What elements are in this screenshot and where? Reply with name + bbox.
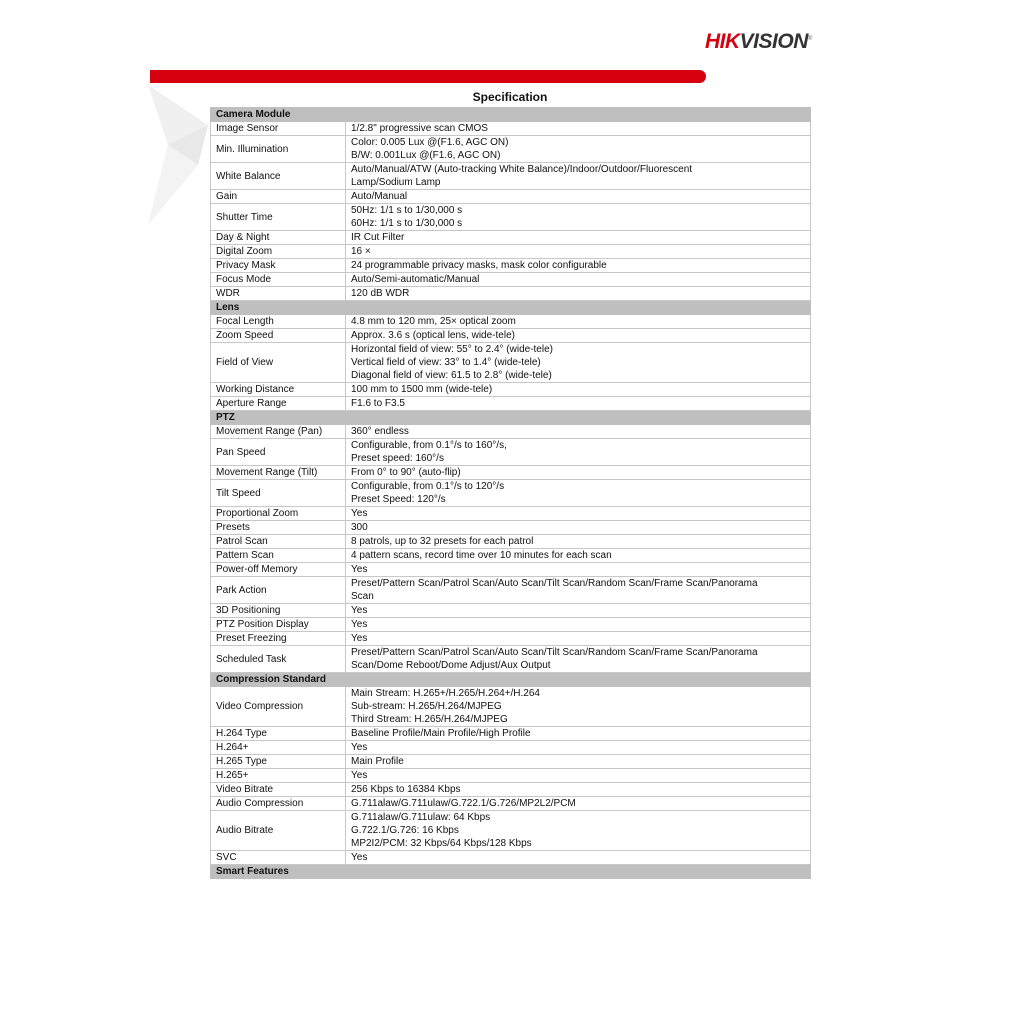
spec-row bbox=[211, 549, 811, 563]
spec-row bbox=[211, 136, 811, 163]
spec-value bbox=[346, 122, 811, 136]
spec-label: Movement Range (Pan) bbox=[211, 425, 346, 439]
hikvision-logo bbox=[705, 30, 812, 54]
spec-label: Gain bbox=[211, 190, 346, 204]
spec-value-line: Auto/Manual/ATW (Auto-tracking White Balance)/Indoor/Outdoor/Fluorescent bbox=[351, 164, 693, 175]
spec-value bbox=[346, 480, 811, 507]
spec-label: Digital Zoom bbox=[211, 245, 346, 259]
spec-label: Audio Compression bbox=[211, 797, 346, 811]
spec-value-line: Auto/Semi-automatic/Manual bbox=[351, 274, 480, 285]
section-title: Smart Features bbox=[211, 865, 811, 879]
spec-value-line: 256 Kbps to 16384 Kbps bbox=[351, 784, 461, 795]
spec-row bbox=[211, 397, 811, 411]
spec-value-line: Scan bbox=[351, 591, 374, 602]
spec-value-line: Horizontal field of view: 55° to 2.4° (wide-tele) bbox=[351, 344, 553, 355]
spec-value-line: 16 × bbox=[351, 246, 371, 257]
spec-value-line: Preset Speed: 120°/s bbox=[351, 494, 446, 505]
spec-row bbox=[211, 507, 811, 521]
spec-row bbox=[211, 521, 811, 535]
spec-label: Audio Bitrate bbox=[211, 811, 346, 851]
spec-value-line: Vertical field of view: 33° to 1.4° (wide-tele) bbox=[351, 357, 541, 368]
section-title: Compression Standard bbox=[211, 673, 811, 687]
spec-value bbox=[346, 136, 811, 163]
spec-value bbox=[346, 577, 811, 604]
spec-value-line: Sub-stream: H.265/H.264/MJPEG bbox=[351, 701, 502, 712]
spec-label: Focal Length bbox=[211, 315, 346, 329]
spec-label: Working Distance bbox=[211, 383, 346, 397]
spec-value-line: Diagonal field of view: 61.5 to 2.8° (wide-tele) bbox=[351, 370, 552, 381]
spec-row bbox=[211, 480, 811, 507]
spec-value bbox=[346, 204, 811, 231]
spec-label: Tilt Speed bbox=[211, 480, 346, 507]
spec-value-line: Approx. 3.6 s (optical lens, wide-tele) bbox=[351, 330, 515, 341]
spec-value bbox=[346, 618, 811, 632]
spec-value bbox=[346, 466, 811, 480]
spec-value-line: G.711alaw/G.711ulaw: 64 Kbps bbox=[351, 812, 491, 823]
spec-value bbox=[346, 632, 811, 646]
spec-value bbox=[346, 851, 811, 865]
spec-label: Video Bitrate bbox=[211, 783, 346, 797]
spec-label: Pattern Scan bbox=[211, 549, 346, 563]
spec-label: Scheduled Task bbox=[211, 646, 346, 673]
spec-value-line: Yes bbox=[351, 508, 368, 519]
spec-row bbox=[211, 329, 811, 343]
section-header bbox=[211, 865, 811, 879]
spec-value-line: 1/2.8" progressive scan CMOS bbox=[351, 123, 488, 134]
spec-row bbox=[211, 604, 811, 618]
spec-label: H.265+ bbox=[211, 769, 346, 783]
spec-value-line: From 0° to 90° (auto-flip) bbox=[351, 467, 461, 478]
spec-value-line: Yes bbox=[351, 619, 368, 630]
spec-label: Patrol Scan bbox=[211, 535, 346, 549]
section-header bbox=[211, 108, 811, 122]
spec-row bbox=[211, 163, 811, 190]
spec-value bbox=[346, 439, 811, 466]
spec-value-line: Baseline Profile/Main Profile/High Profile bbox=[351, 728, 531, 739]
spec-value bbox=[346, 604, 811, 618]
spec-row bbox=[211, 190, 811, 204]
spec-row bbox=[211, 259, 811, 273]
logo-text-hik: HIK bbox=[705, 30, 740, 53]
spec-label: WDR bbox=[211, 287, 346, 301]
spec-value-line: G.722.1/G.726: 16 Kbps bbox=[351, 825, 459, 836]
section-title: PTZ bbox=[211, 411, 811, 425]
spec-label: H.264 Type bbox=[211, 727, 346, 741]
spec-value-line: Yes bbox=[351, 633, 368, 644]
spec-value-line: Yes bbox=[351, 742, 368, 753]
spec-label: Aperture Range bbox=[211, 397, 346, 411]
spec-label: Min. Illumination bbox=[211, 136, 346, 163]
spec-value bbox=[346, 811, 811, 851]
spec-value bbox=[346, 727, 811, 741]
spec-row bbox=[211, 618, 811, 632]
registered-mark: ® bbox=[807, 36, 812, 42]
spec-value-line: Configurable, from 0.1°/s to 160°/s, bbox=[351, 440, 507, 451]
spec-label: Privacy Mask bbox=[211, 259, 346, 273]
spec-row bbox=[211, 783, 811, 797]
spec-value-line: MP2I2/PCM: 32 Kbps/64 Kbps/128 Kbps bbox=[351, 838, 532, 849]
spec-label: White Balance bbox=[211, 163, 346, 190]
spec-value bbox=[346, 549, 811, 563]
spec-value-line: 8 patrols, up to 32 presets for each patrol bbox=[351, 536, 534, 547]
spec-row bbox=[211, 383, 811, 397]
spec-label: Pan Speed bbox=[211, 439, 346, 466]
spec-value bbox=[346, 507, 811, 521]
spec-value-line: Preset/Pattern Scan/Patrol Scan/Auto Scan/Tilt Scan/Random Scan/Frame Scan/Panorama bbox=[351, 578, 758, 589]
spec-row bbox=[211, 231, 811, 245]
spec-value-line: Yes bbox=[351, 770, 368, 781]
spec-label: Power-off Memory bbox=[211, 563, 346, 577]
spec-value-line: Color: 0.005 Lux @(F1.6, AGC ON) bbox=[351, 137, 509, 148]
spec-value bbox=[346, 646, 811, 673]
spec-value-line: Yes bbox=[351, 852, 368, 863]
spec-row bbox=[211, 632, 811, 646]
spec-row bbox=[211, 577, 811, 604]
spec-label: Presets bbox=[211, 521, 346, 535]
spec-value-line: B/W: 0.001Lux @(F1.6, AGC ON) bbox=[351, 150, 501, 161]
spec-row bbox=[211, 741, 811, 755]
spec-row bbox=[211, 646, 811, 673]
spec-value-line: Lamp/Sodium Lamp bbox=[351, 177, 441, 188]
spec-label: Movement Range (Tilt) bbox=[211, 466, 346, 480]
spec-value-line: Main Stream: H.265+/H.265/H.264+/H.264 bbox=[351, 688, 540, 699]
logo-text-vision: VISION bbox=[739, 30, 808, 53]
spec-value-line: Yes bbox=[351, 605, 368, 616]
spec-row bbox=[211, 122, 811, 136]
spec-value-line: 360° endless bbox=[351, 426, 409, 437]
spec-value bbox=[346, 535, 811, 549]
spec-table bbox=[210, 107, 811, 879]
spec-value bbox=[346, 521, 811, 535]
spec-row bbox=[211, 343, 811, 383]
spec-value-line: Yes bbox=[351, 564, 368, 575]
spec-row bbox=[211, 727, 811, 741]
spec-row bbox=[211, 563, 811, 577]
spec-row bbox=[211, 439, 811, 466]
spec-label: H.265 Type bbox=[211, 755, 346, 769]
spec-value bbox=[346, 343, 811, 383]
watermark-graphic bbox=[148, 85, 218, 225]
spec-row bbox=[211, 755, 811, 769]
spec-value-line: 50Hz: 1/1 s to 1/30,000 s bbox=[351, 205, 463, 216]
section-title: Camera Module bbox=[211, 108, 811, 122]
spec-label: Preset Freezing bbox=[211, 632, 346, 646]
spec-value bbox=[346, 783, 811, 797]
header-red-bar bbox=[150, 70, 706, 83]
spec-label: Day & Night bbox=[211, 231, 346, 245]
spec-value-line: 60Hz: 1/1 s to 1/30,000 s bbox=[351, 218, 463, 229]
spec-value-line: Auto/Manual bbox=[351, 191, 408, 202]
spec-value bbox=[346, 741, 811, 755]
spec-value-line: Main Profile bbox=[351, 756, 404, 767]
spec-value-line: F1.6 to F3.5 bbox=[351, 398, 405, 409]
spec-row bbox=[211, 204, 811, 231]
spec-label: PTZ Position Display bbox=[211, 618, 346, 632]
section-header bbox=[211, 673, 811, 687]
spec-value bbox=[346, 687, 811, 727]
spec-value bbox=[346, 273, 811, 287]
spec-value-line: G.711alaw/G.711ulaw/G.722.1/G.726/MP2L2/PCM bbox=[351, 798, 576, 809]
spec-label: Image Sensor bbox=[211, 122, 346, 136]
spec-value-line: 300 bbox=[351, 522, 368, 533]
spec-row bbox=[211, 797, 811, 811]
spec-value bbox=[346, 245, 811, 259]
section-header bbox=[211, 301, 811, 315]
spec-label: Zoom Speed bbox=[211, 329, 346, 343]
spec-value-line: 4 pattern scans, record time over 10 minutes for each scan bbox=[351, 550, 612, 561]
spec-value bbox=[346, 231, 811, 245]
spec-label: Proportional Zoom bbox=[211, 507, 346, 521]
spec-value-line: Preset/Pattern Scan/Patrol Scan/Auto Scan/Tilt Scan/Random Scan/Frame Scan/Panorama bbox=[351, 647, 758, 658]
spec-value-line: IR Cut Filter bbox=[351, 232, 405, 243]
spec-value-line: 24 programmable privacy masks, mask color configurable bbox=[351, 260, 607, 271]
spec-label: Focus Mode bbox=[211, 273, 346, 287]
spec-row bbox=[211, 851, 811, 865]
spec-label: 3D Positioning bbox=[211, 604, 346, 618]
spec-row bbox=[211, 315, 811, 329]
spec-row bbox=[211, 273, 811, 287]
spec-value bbox=[346, 425, 811, 439]
spec-value bbox=[346, 259, 811, 273]
spec-value-line: Preset speed: 160°/s bbox=[351, 453, 444, 464]
spec-value bbox=[346, 397, 811, 411]
spec-row bbox=[211, 425, 811, 439]
spec-label: Field of View bbox=[211, 343, 346, 383]
spec-value-line: 120 dB WDR bbox=[351, 288, 410, 299]
spec-value bbox=[346, 769, 811, 783]
spec-row bbox=[211, 245, 811, 259]
spec-label: SVC bbox=[211, 851, 346, 865]
spec-row bbox=[211, 466, 811, 480]
spec-value bbox=[346, 329, 811, 343]
spec-row bbox=[211, 811, 811, 851]
section-title: Lens bbox=[211, 301, 811, 315]
spec-label: Video Compression bbox=[211, 687, 346, 727]
spec-value bbox=[346, 797, 811, 811]
section-header bbox=[211, 411, 811, 425]
spec-value-line: Scan/Dome Reboot/Dome Adjust/Aux Output bbox=[351, 660, 551, 671]
spec-value-line: Configurable, from 0.1°/s to 120°/s bbox=[351, 481, 505, 492]
spec-value bbox=[346, 163, 811, 190]
spec-row bbox=[211, 535, 811, 549]
spec-label: H.264+ bbox=[211, 741, 346, 755]
spec-value bbox=[346, 563, 811, 577]
spec-value-line: 100 mm to 1500 mm (wide-tele) bbox=[351, 384, 493, 395]
spec-value bbox=[346, 190, 811, 204]
spec-value bbox=[346, 315, 811, 329]
spec-label: Park Action bbox=[211, 577, 346, 604]
spec-value bbox=[346, 755, 811, 769]
spec-row bbox=[211, 287, 811, 301]
spec-value bbox=[346, 287, 811, 301]
spec-row bbox=[211, 687, 811, 727]
spec-value-line: Third Stream: H.265/H.264/MJPEG bbox=[351, 714, 508, 725]
page-title: Specification bbox=[472, 90, 548, 104]
spec-row bbox=[211, 769, 811, 783]
spec-value bbox=[346, 383, 811, 397]
spec-label: Shutter Time bbox=[211, 204, 346, 231]
spec-value-line: 4.8 mm to 120 mm, 25× optical zoom bbox=[351, 316, 516, 327]
